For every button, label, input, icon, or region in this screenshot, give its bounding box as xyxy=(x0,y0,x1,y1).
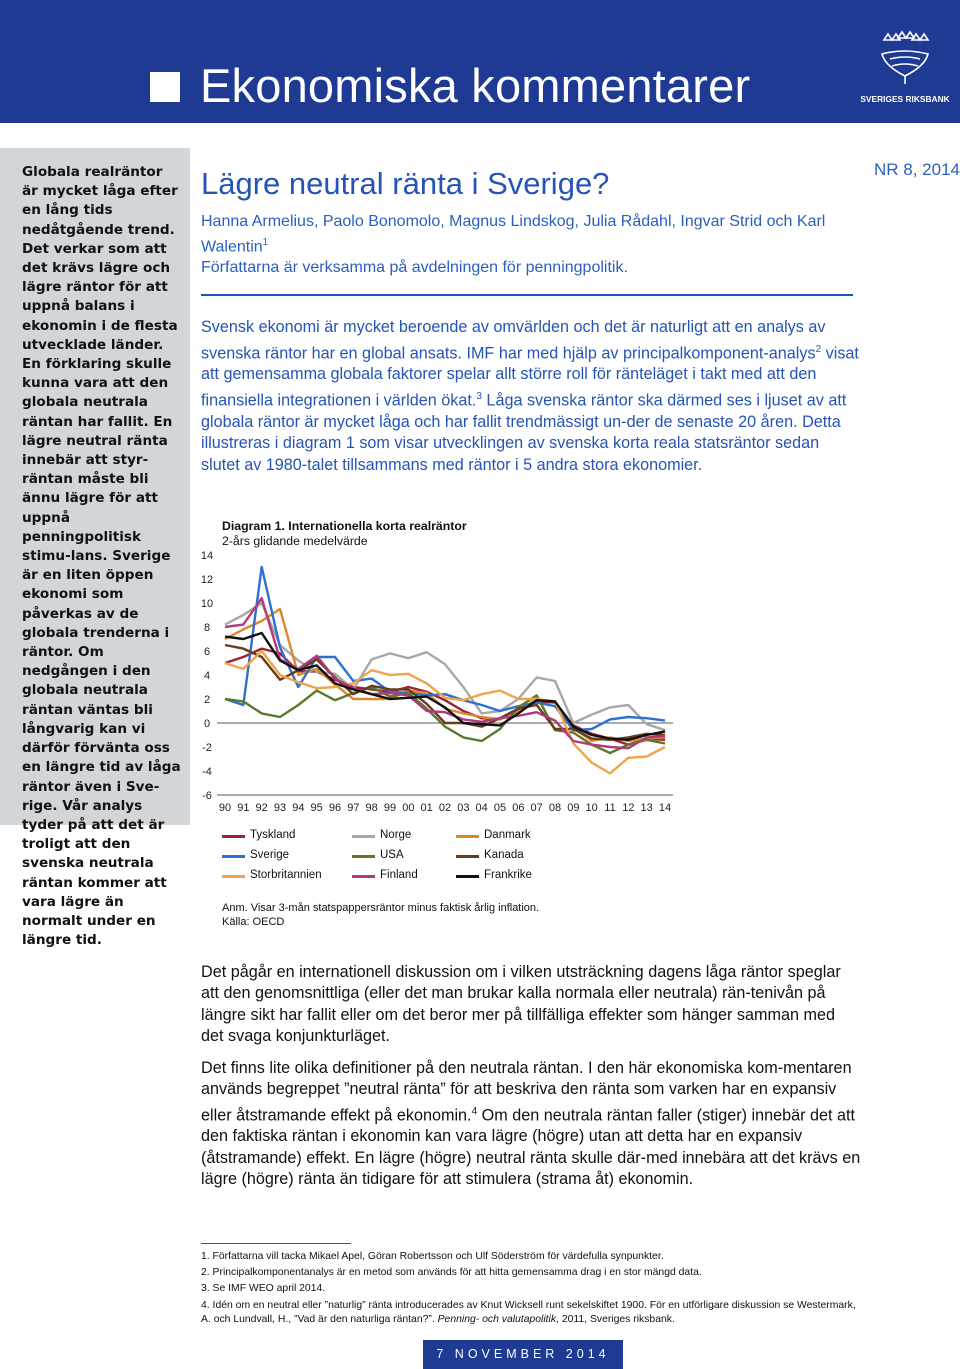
y-tick-label: 10 xyxy=(200,598,214,610)
footnote-4-text-a: 4. Idén om en neutral eller ”naturlig” ränta introducerades av Knut Wicksell runt sekelskiftet 1900. För en utförligare diskussion se Westermark, A. och Lundvall, H., ”Vad är den naturliga räntan?”. xyxy=(201,1299,856,1325)
lead-footnote-ref-3: 3 xyxy=(476,390,482,402)
summary-sidebar xyxy=(0,148,190,949)
author-affiliation: Författarna är verksamma på avdelningen för penningpolitik. xyxy=(201,259,628,277)
y-tick-label: -4 xyxy=(202,766,212,778)
legend-label: Kanada xyxy=(484,849,524,861)
x-tick-label: 98 xyxy=(365,802,378,814)
x-tick-label: 90 xyxy=(218,802,232,814)
title-divider xyxy=(201,294,853,296)
legend-label: USA xyxy=(380,849,404,861)
x-tick-label: 09 xyxy=(567,802,580,814)
legend-label: Finland xyxy=(380,869,418,881)
footnote-2: 2. Principalkomponentanalys är en metod som används för att hitta gemensamma drag i en stor mängd data. xyxy=(201,1267,702,1279)
legend-swatch xyxy=(222,855,245,858)
publication-title: Ekonomiska kommentarer xyxy=(200,59,751,112)
footnotes xyxy=(201,1250,861,1329)
legend-swatch xyxy=(222,835,245,838)
x-tick-label: 92 xyxy=(255,802,268,814)
body-paragraph-1: Det pågår en internationell diskussion om i vilken utsträckning dagens låga räntor speglar att den genomsnittliga (eller det man brukar kalla normala eller neutrala) rän-tenivån på längre sikt har fallit eller om det beror mer på tillfälliga effekter som hänger samman med det svaga konjunkturläget. xyxy=(201,963,841,1045)
x-tick-label: 04 xyxy=(475,802,488,814)
author-list: Hanna Armelius, Paolo Bonomolo, Magnus Lindskog, Julia Rådahl, Ingvar Strid och Karl Walentin xyxy=(201,213,826,256)
x-tick-label: 14 xyxy=(658,802,672,814)
publication-date: 7 NOVEMBER 2014 xyxy=(423,1340,623,1369)
x-tick-label: 05 xyxy=(493,802,507,814)
x-tick-label: 01 xyxy=(420,802,433,814)
lead-text-1: Svensk ekonomi är mycket beroende av omvärlden och det är naturligt att en analys av svenska räntor har en global ansats. IMF har med hjälp av principalkomponent-analys xyxy=(201,318,826,362)
article-title: Lägre neutral ränta i Sverige? xyxy=(201,166,610,201)
y-tick-label: -2 xyxy=(202,742,212,754)
x-tick-label: 94 xyxy=(292,802,305,814)
legend-label: Storbritannien xyxy=(250,869,322,881)
x-tick-label: 13 xyxy=(640,802,653,814)
author-footnote-ref: 1 xyxy=(262,237,269,248)
lead-footnote-ref-2: 2 xyxy=(815,343,822,355)
footnote-1: 1. Författarna vill tacka Mikael Apel, Göran Robertsson och Ulf Söderström för värdefulla synpunkter. xyxy=(201,1251,664,1262)
legend-swatch xyxy=(352,875,375,878)
body-paragraph-2-text-a: Det finns lite olika definitioner på den neutrala räntan. I den här ekonomiska kom-mentaren används begreppet ”neutral ränta” för att beskriva den ränta som varken har en expansiv eller åtstramande effekt på ekonomin. xyxy=(201,1059,852,1124)
legend-label: Norge xyxy=(380,829,412,841)
chart-notes xyxy=(222,901,539,929)
riksbank-logo xyxy=(860,26,950,118)
legend-label: Danmark xyxy=(484,829,531,841)
real-rates-line-chart xyxy=(195,545,685,820)
x-tick-label: 02 xyxy=(438,802,452,814)
y-tick-label: 0 xyxy=(203,718,211,730)
legend-swatch xyxy=(352,835,375,838)
lead-text-2: visat att gemensamma globala faktorer spelar allt större roll för ränteläget i takt med att den finansiella integrationen i världen ökat. xyxy=(201,343,859,410)
footnote-4-journal: Penning- och valutapolitik xyxy=(437,1313,557,1325)
x-tick-label: 93 xyxy=(273,802,287,814)
y-tick-label: -6 xyxy=(202,790,212,802)
legend-swatch xyxy=(456,835,479,838)
y-tick-label: 2 xyxy=(203,694,211,706)
chart-title: Diagram 1. Internationella korta realräntor xyxy=(222,519,467,533)
x-tick-label: 96 xyxy=(328,802,342,814)
x-tick-label: 03 xyxy=(457,802,470,814)
body-paragraph-2 xyxy=(201,1058,861,1190)
legend-label: Sverige xyxy=(250,849,289,861)
x-tick-label: 10 xyxy=(585,802,598,814)
chart-source: Källa: OECD xyxy=(222,916,285,928)
x-tick-label: 07 xyxy=(530,802,543,814)
body-footnote-ref-4: 4 xyxy=(471,1105,478,1117)
y-tick-label: 14 xyxy=(200,550,214,562)
lead-paragraph xyxy=(201,317,861,476)
legend-label: Frankrike xyxy=(484,869,532,881)
authors-block xyxy=(201,211,841,278)
x-tick-label: 00 xyxy=(402,802,415,814)
x-tick-label: 91 xyxy=(237,802,250,814)
y-tick-label: 8 xyxy=(203,622,211,634)
y-tick-label: 4 xyxy=(203,670,211,682)
legend-swatch xyxy=(456,855,479,858)
x-tick-label: 11 xyxy=(604,802,616,814)
x-tick-label: 08 xyxy=(548,802,562,814)
lead-text-3: Låga svenska räntor ska därmed ses i ljuset av att globala räntor är mycket låga och har fallit trendmässigt un-der de senaste 20 åren. Detta illustreras i diagram 1 som visar utvecklingen av svenska korta reala statsräntor sedan slutet av 1980-talet tillsammans med räntor i 5 andra stora ekonomier. xyxy=(201,391,847,474)
x-tick-label: 12 xyxy=(622,802,635,814)
x-tick-label: 06 xyxy=(512,802,525,814)
footnote-3: 3. Se IMF WEO april 2014. xyxy=(201,1283,326,1295)
issue-number: NR 8, 2014 xyxy=(874,160,960,179)
y-tick-label: 6 xyxy=(203,646,211,658)
legend-swatch xyxy=(456,875,479,878)
chart-subtitle: 2-års glidande medelvärde xyxy=(222,534,368,548)
x-tick-label: 97 xyxy=(347,802,360,814)
header-bar xyxy=(0,0,960,123)
x-tick-label: 95 xyxy=(310,802,323,814)
x-tick-label: 99 xyxy=(383,802,397,814)
summary-text: Globala realräntor är mycket låga efter en lång tids nedåtgående trend. Det verkar som att det krävs lägre och lägre räntor för att uppnå balans i ekonomin i de flesta utvecklade länder. En förklaring skulle kunna vara att den globala neutrala räntan har fallit. En lägre neutral ränta innebär att styr-räntan måste bli ännu lägre för att uppnå penningpolitisk stimu-lans. Sverige är en liten öppen ekonomi som påverkas av de globala trenderna i räntor. Om nedgången i den globala neutrala räntan väntas bli långvarig kan vi därför förvänta oss en längre tid av låga räntor även i Sve-rige. Vår analys tyder på att det är troligt att den svenska neutrala räntan kommer att vara lägre än normalt under en längre tid. xyxy=(22,164,181,949)
header-square-mark xyxy=(150,72,180,102)
legend-label: Tyskland xyxy=(250,829,296,841)
footnote-4-text-b: , 2011, Sveriges riksbank. xyxy=(556,1313,675,1325)
chart-legend xyxy=(222,829,662,889)
legend-swatch xyxy=(352,855,375,858)
logo-text: SVERIGES RIKSBANK xyxy=(860,94,950,104)
footnote-4 xyxy=(201,1299,861,1327)
legend-swatch xyxy=(222,875,245,878)
y-tick-label: 12 xyxy=(200,574,214,586)
chart-note: Anm. Visar 3-mån statspappersräntor minus faktisk årlig inflation. xyxy=(222,902,540,914)
body-paragraph-2-text-b: Om den neutrala räntan faller (stiger) innebär det att den faktiska räntan i ekonomin kan vara lägre (högre) utan att detta har en expansiv (åtstramande) effekt. En lägre (högre) neutral ränta skulle där-med innebära att det krävs en lägre (högre) ränta än tidigare för att stimulera (strama åt) ekonomin. xyxy=(201,1105,861,1188)
footnote-divider xyxy=(201,1243,351,1244)
